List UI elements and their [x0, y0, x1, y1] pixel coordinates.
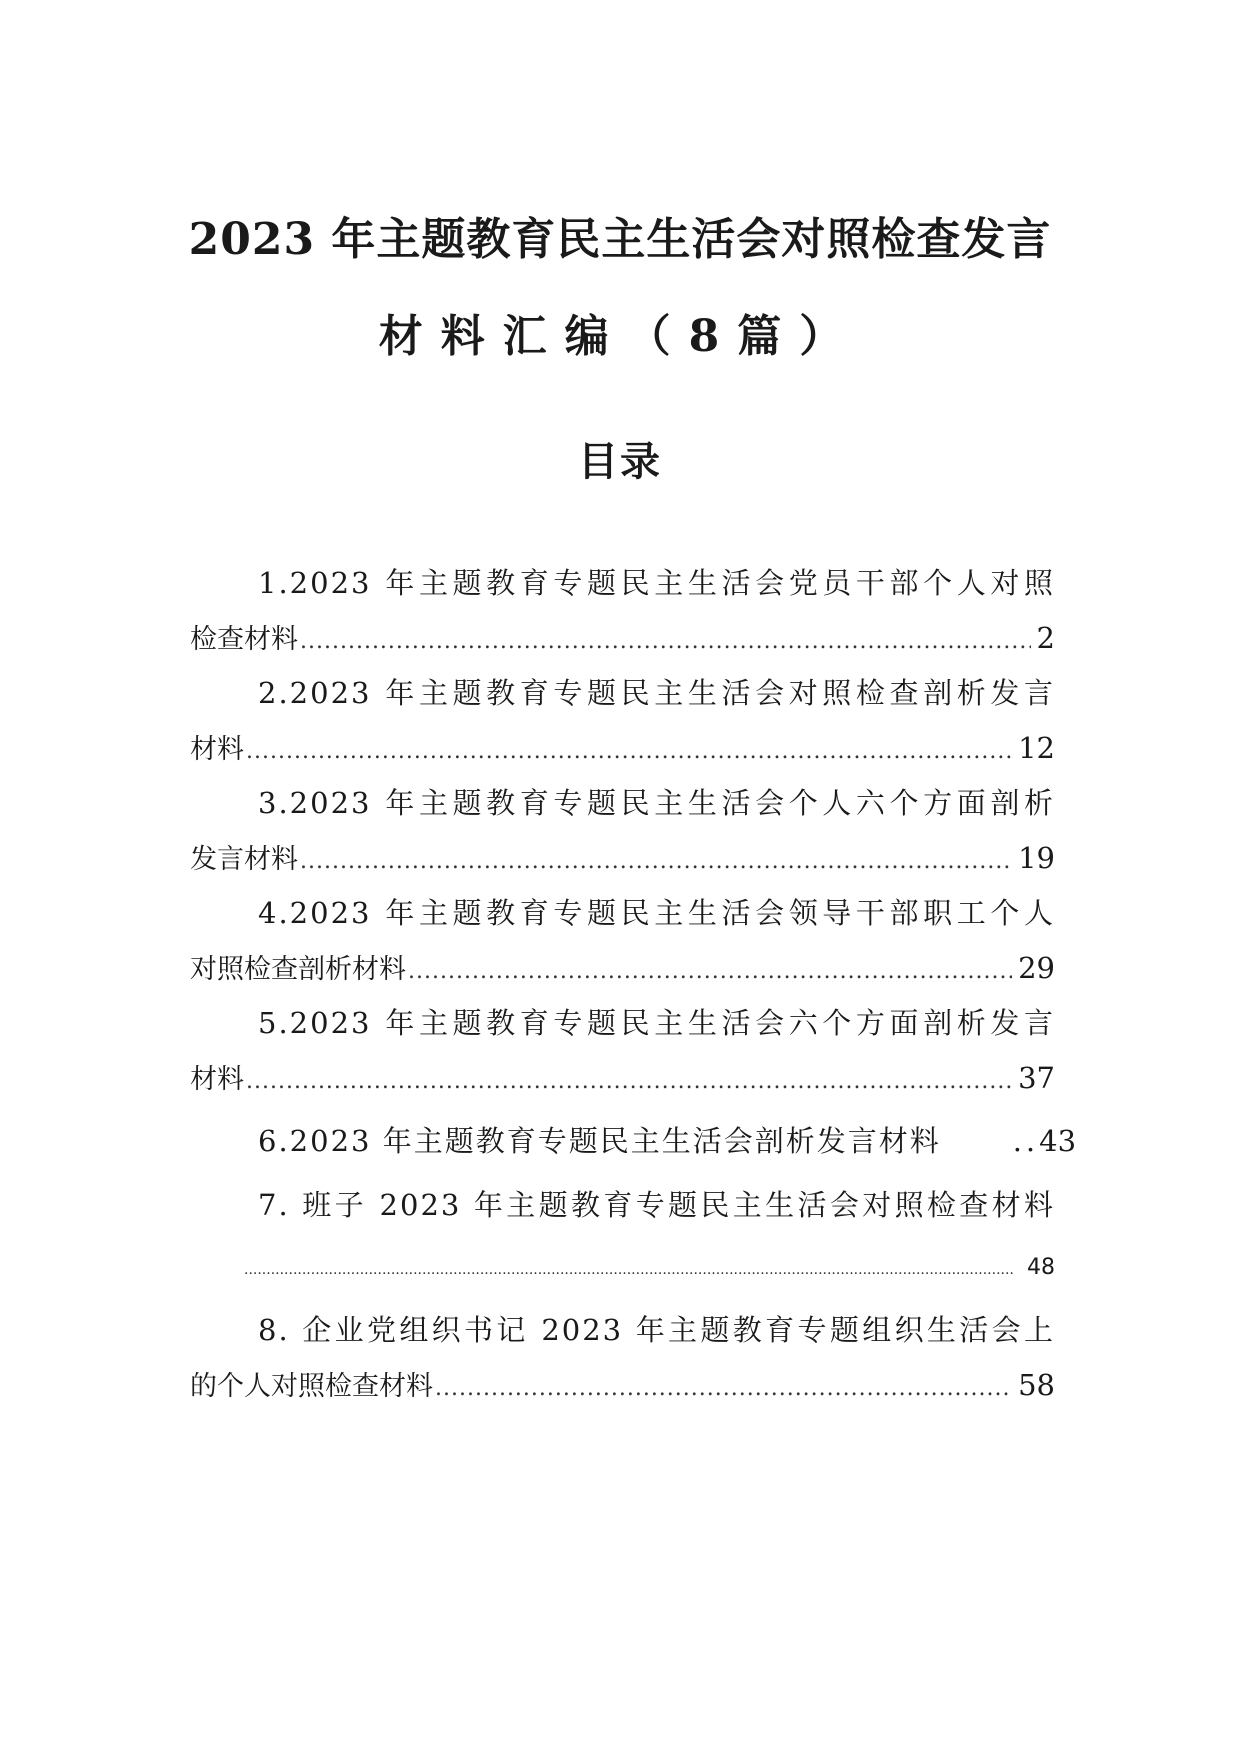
toc-page-number: 12: [1018, 731, 1055, 765]
toc-entry-number: 3.2023: [258, 786, 372, 820]
toc-entry-title-text: 年主题教育专题民主生活会个人六个方面剖析: [385, 786, 1055, 820]
dot-leader: [246, 724, 1012, 779]
toc-entry-7[interactable]: [190, 1178, 1055, 1303]
dot-leader: [435, 1361, 1012, 1416]
toc-page-number: 58: [1018, 1368, 1055, 1402]
toc-entry-number: 7.: [258, 1188, 290, 1222]
dot-leader: [246, 1054, 1012, 1109]
toc-entry-1[interactable]: [190, 556, 1055, 666]
toc-entry-title-text: 企业党组织书记 2023 年主题教育专题组织生活会上: [302, 1313, 1055, 1347]
toc-entry-title-tail: 发言材料: [190, 844, 298, 875]
toc-entry-title-text: 年主题教育专题民主生活会对照检查剖析发言: [385, 676, 1055, 710]
toc-entry-title-text: 年主题教育专题民主生活会剖析发言材料: [382, 1124, 941, 1158]
dot-leader: [408, 944, 1012, 999]
toc-entry-number: 1.2023: [258, 566, 372, 600]
toc-entry-title-text: 年主题教育专题民主生活会党员干部个人对照: [385, 566, 1055, 600]
toc-entry-title-tail: 的个人对照检查材料: [190, 1371, 433, 1402]
dot-leader: [244, 1235, 1013, 1305]
toc-entry-title: [190, 1106, 941, 1176]
toc-entry-title-tail: ..: [1012, 1124, 1040, 1158]
document-title-line-1: 2023 年主题教育民主生活会对照检查发言: [188, 214, 1052, 265]
toc-entry-number: 5.2023: [258, 1006, 372, 1040]
document-title-line-2: 材料汇编（8篇）: [378, 311, 862, 362]
toc-entry-number: 2.2023: [258, 676, 372, 710]
toc-entry-leader-line: [190, 1358, 1055, 1413]
toc-entry-title: [190, 666, 1055, 721]
toc-entry-title: [190, 996, 1055, 1051]
dot-leader: [300, 614, 1031, 669]
dot-leader: [300, 834, 1012, 889]
toc-entry-title-tail: 对照检查剖析材料: [190, 954, 406, 985]
toc-entry-number: 8.: [258, 1313, 290, 1347]
toc-entry-5[interactable]: [190, 996, 1055, 1106]
toc-entry-leader-line: [190, 831, 1055, 886]
toc-entry-2[interactable]: [190, 666, 1055, 776]
toc-entry-title-tail: 材料: [190, 1064, 244, 1095]
toc-page-number: 19: [1018, 841, 1055, 875]
toc-entry-leader-line: [190, 721, 1055, 776]
toc-entry-number: 4.2023: [258, 896, 372, 930]
toc-page-number: 48: [1027, 1255, 1055, 1280]
toc-entry-title: [190, 776, 1055, 831]
table-of-contents: [190, 556, 1077, 1413]
toc-entry-title-text: 班子 2023 年主题教育专题民主生活会对照检查材料: [302, 1188, 1055, 1222]
toc-entry-title-text: 年主题教育专题民主生活会六个方面剖析发言: [385, 1006, 1055, 1040]
toc-entry-leader-line: [190, 941, 1055, 996]
toc-entry-title-text: 年主题教育专题民主生活会领导干部职工个人: [385, 896, 1055, 930]
toc-entry-leader-line: [190, 611, 1055, 666]
toc-entry-title: [190, 1303, 1055, 1358]
toc-entry-title-tail: 检查材料: [190, 624, 298, 655]
toc-page-number: 43: [1039, 1124, 1077, 1158]
toc-entry-4[interactable]: [190, 886, 1055, 996]
toc-entry-6[interactable]: [190, 1106, 1077, 1176]
toc-entry-title: [190, 556, 1055, 611]
toc-entry-3[interactable]: [190, 776, 1055, 886]
toc-page-number: 2: [1036, 621, 1055, 655]
toc-page-number: 37: [1018, 1061, 1055, 1095]
toc-page-number: 29: [1018, 951, 1055, 985]
toc-entry-leader-line: [190, 1233, 1055, 1303]
toc-entry-title: [190, 1178, 1055, 1233]
toc-entry-leader-line: [190, 1051, 1055, 1106]
toc-entry-title-tail: 材料: [190, 734, 244, 765]
toc-entry-number: 6.2023: [258, 1124, 372, 1158]
toc-entry-8[interactable]: [190, 1303, 1055, 1413]
toc-entry-title: [190, 886, 1055, 941]
toc-heading: 目录: [578, 439, 662, 485]
